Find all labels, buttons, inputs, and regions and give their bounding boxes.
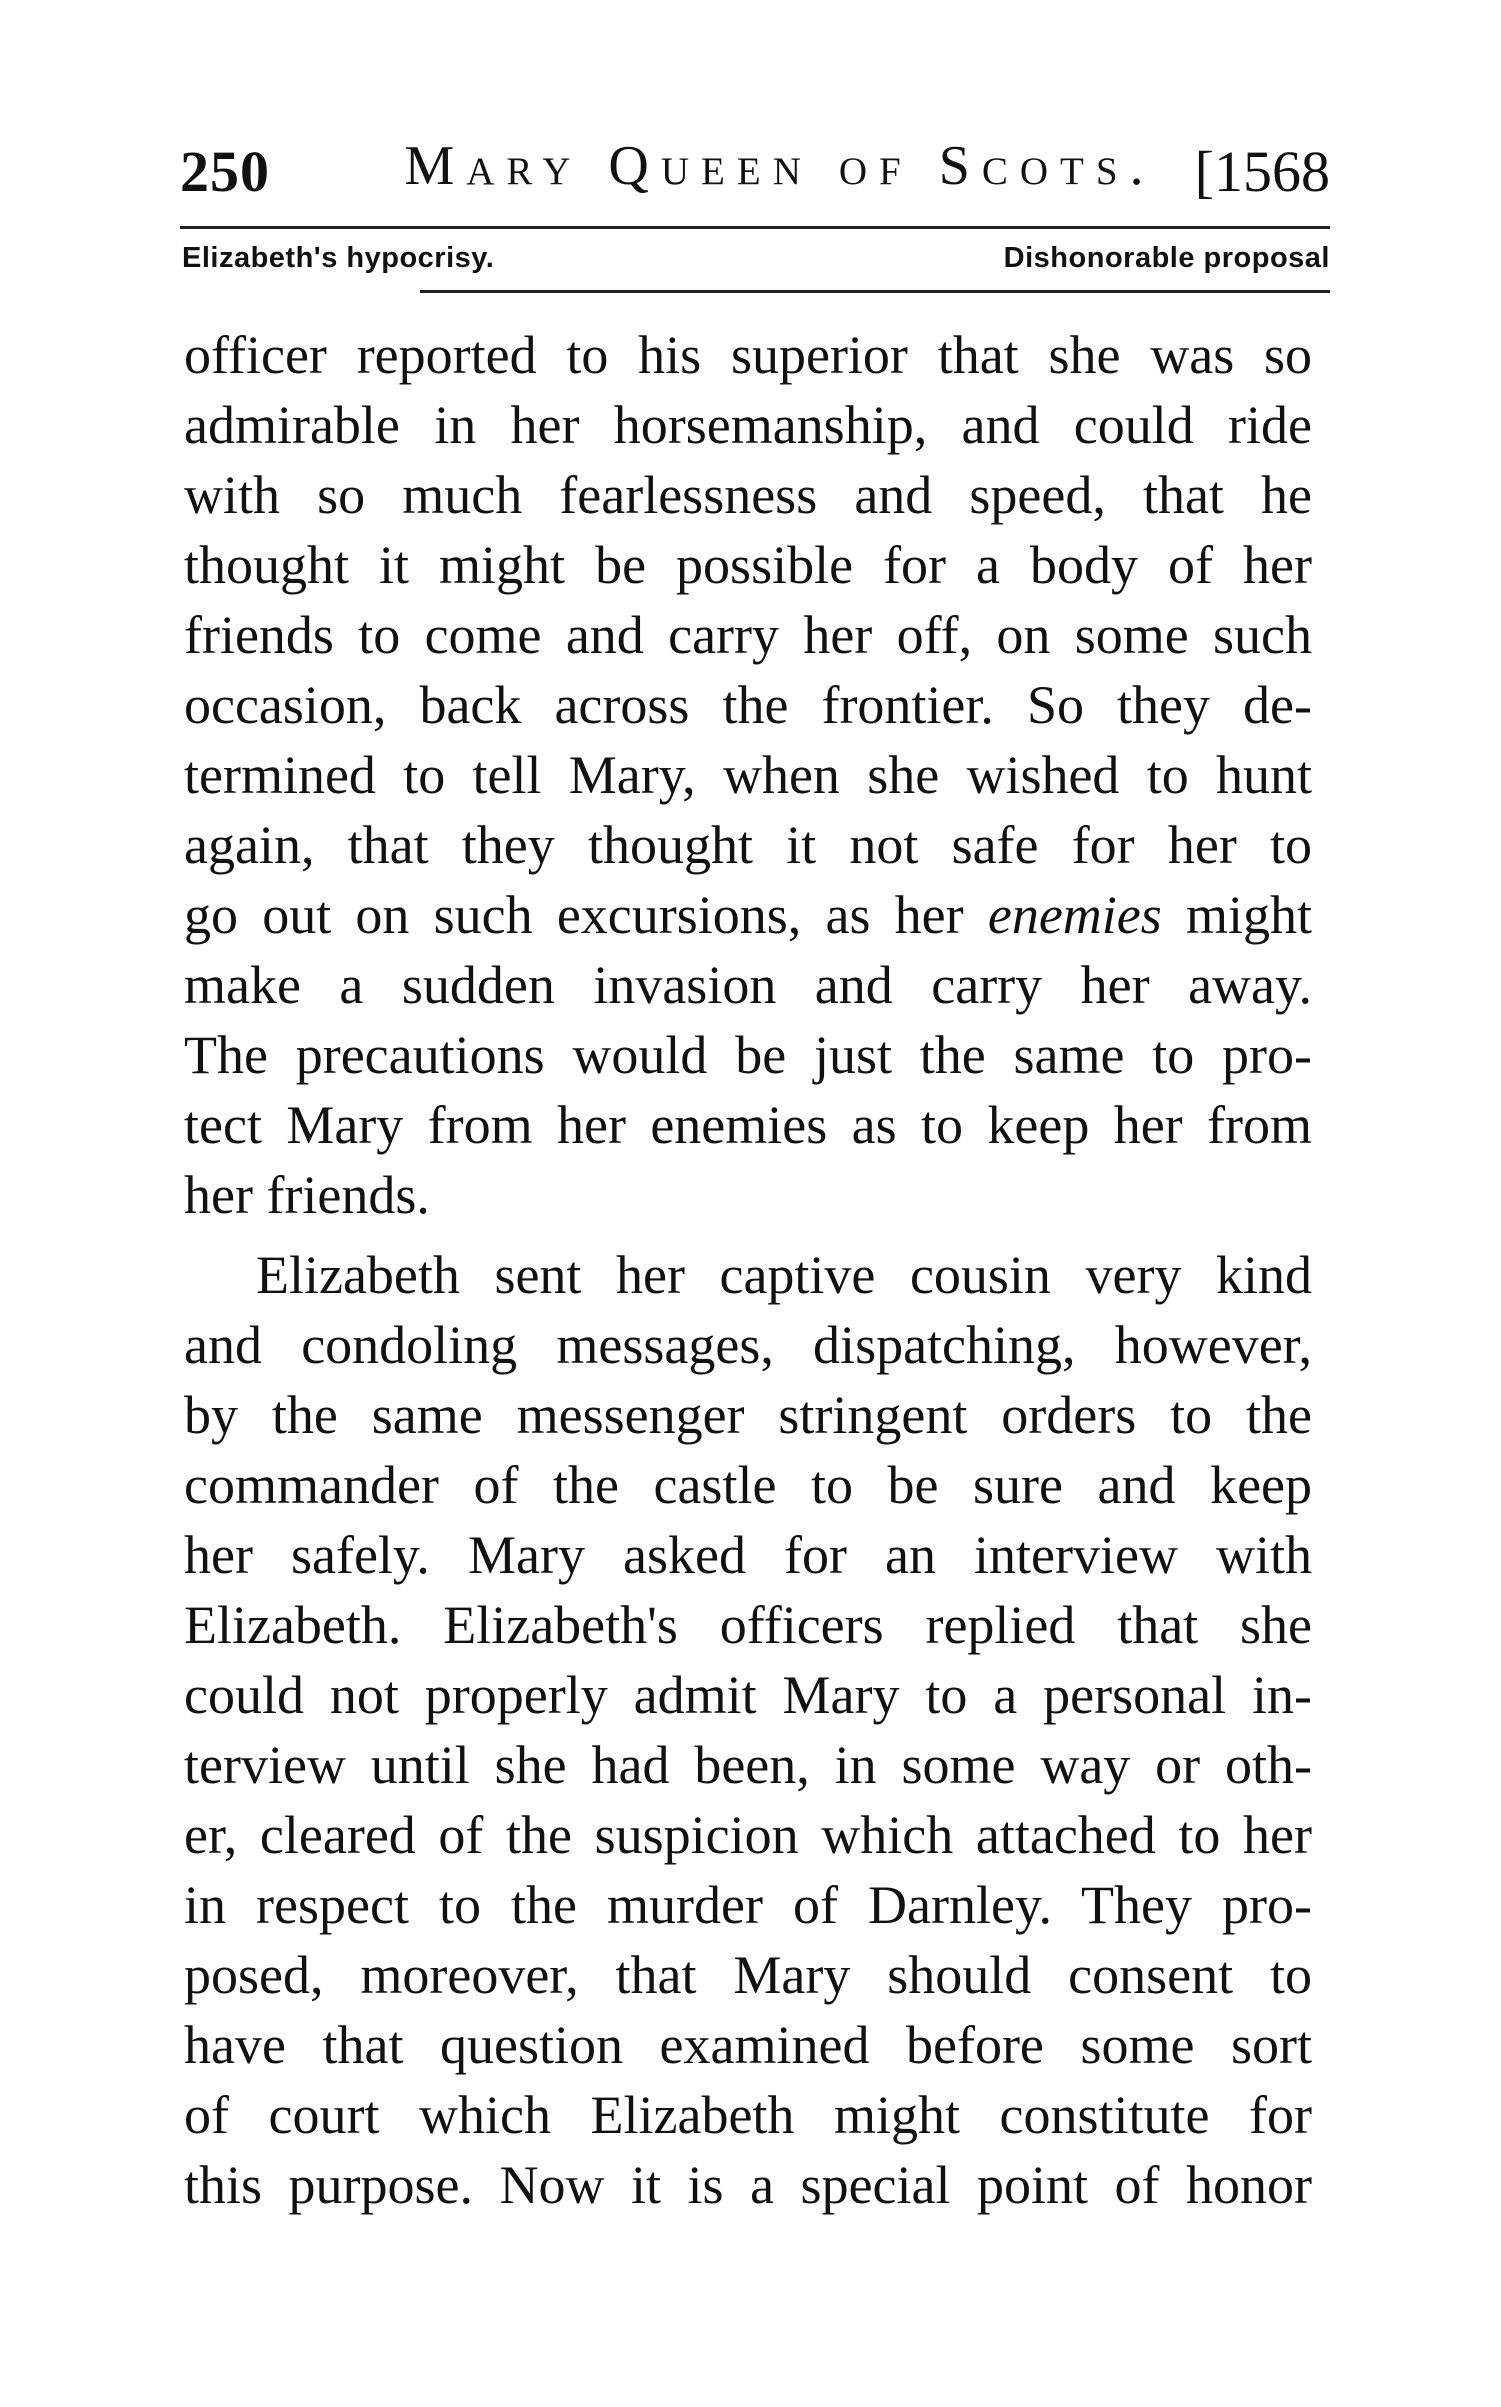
page-number: 250 [180, 139, 270, 204]
text-line: tect Mary from her enemies as to keep her from [184, 1095, 1312, 1155]
text-line: terview until she had been, in some way or oth- [184, 1735, 1312, 1795]
text-line: and condoling messages, dispatching, however, [184, 1315, 1312, 1375]
text-line: her safely. Mary asked for an interview with [184, 1525, 1312, 1585]
text-line: commander of the castle to be sure and keep [184, 1455, 1312, 1515]
text-fragment: might [1161, 885, 1313, 945]
text-line: thought it might be possible for a body of her [184, 535, 1312, 595]
paragraph-1 [184, 320, 1312, 1230]
text-line: termined to tell Mary, when she wished to hunt [184, 745, 1312, 805]
text-line: Elizabeth. Elizabeth's officers replied that she [184, 1595, 1312, 1655]
text-line: by the same messenger stringent orders to the [184, 1385, 1312, 1445]
text-line [184, 880, 1312, 950]
text-fragment: go out on such excursions, as her [184, 885, 988, 945]
text-line: make a sudden invasion and carry her away. [184, 955, 1312, 1015]
year-marker: [1568 [1194, 139, 1330, 204]
text-line: The precautions would be just the same to pro- [184, 1025, 1312, 1085]
book-title: Mary Queen of Scots. [404, 135, 1156, 197]
running-head [180, 120, 1330, 210]
body-text [184, 320, 1312, 2220]
side-note-right: Dishonorable proposal [1003, 242, 1330, 274]
text-line: er, cleared of the suspicion which attached to her [184, 1805, 1312, 1865]
text-line: again, that they thought it not safe for her to [184, 815, 1312, 875]
paragraph-2 [184, 1240, 1312, 2220]
text-line: could not properly admit Mary to a personal in- [184, 1665, 1312, 1725]
text-line: with so much fearlessness and speed, that he [184, 465, 1312, 525]
text-line: of court which Elizabeth might constitute for [184, 2085, 1312, 2145]
text-line: this purpose. Now it is a special point of honor [184, 2155, 1312, 2215]
text-line: in respect to the murder of Darnley. They pro- [184, 1875, 1312, 1935]
side-note-left: Elizabeth's hypocrisy. [182, 242, 495, 274]
text-line: officer reported to his superior that she was so [184, 325, 1312, 385]
text-line: admirable in her horsemanship, and could ride [184, 395, 1312, 455]
text-line: occasion, back across the frontier. So they de- [184, 675, 1312, 735]
text-line: Elizabeth sent her captive cousin very kind [256, 1245, 1312, 1305]
text-line: friends to come and carry her off, on some such [184, 605, 1312, 665]
emphasized-word: enemies [987, 885, 1162, 945]
header-rule-top [180, 226, 1330, 229]
text-line: her friends. [184, 1165, 430, 1225]
header-rule-bottom [420, 290, 1330, 293]
text-line: posed, moreover, that Mary should consent to [184, 1945, 1312, 2005]
text-line: have that question examined before some sort [184, 2015, 1312, 2075]
paragraph-gap [184, 1230, 1312, 1240]
